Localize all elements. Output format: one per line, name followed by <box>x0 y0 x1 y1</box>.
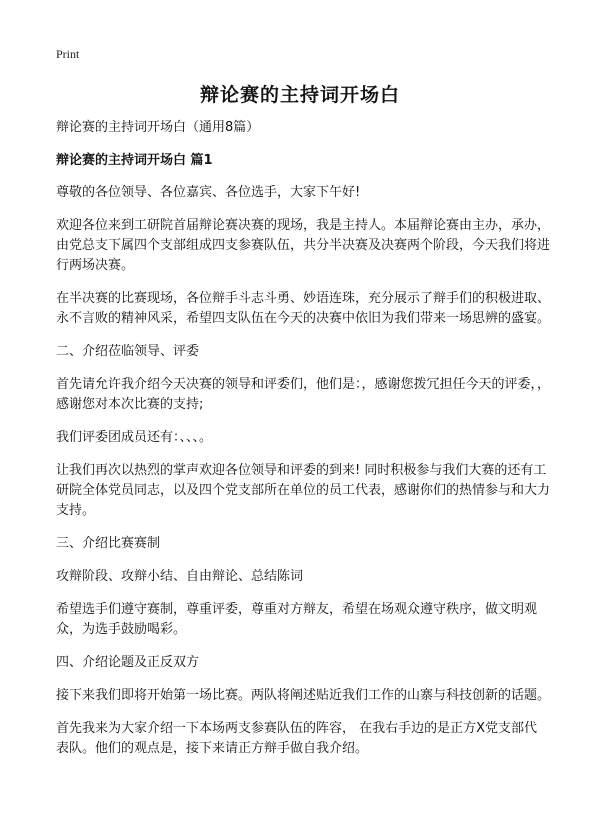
document-subtitle: 辩论赛的主持词开场白（通用8篇） <box>56 120 260 135</box>
section-heading-leaders: 二、介绍莅临领导、评委 <box>56 344 200 359</box>
paragraph-welcome: 欢迎各位来到工研院首届辩论赛决赛的现场，我是主持人。本届辩论赛由主办，承办，由党总支下属四个支部组成四支参赛队伍，共分半决赛及决赛两个阶段，今天我们将进行两场决赛。 <box>56 218 551 273</box>
paragraph-applause: 让我们再次以热烈的掌声欢迎各位领导和评委的到来! 同时积极参与我们大赛的还有工研院全体党员同志，以及四个党支部所在单位的员工代表，感谢你们的热情参与和大力支持。 <box>56 463 551 518</box>
section-heading-topic: 四、介绍论题及正反双方 <box>56 655 200 670</box>
paragraph-judge-members: 我们评委团成员还有：、、、。 <box>56 430 213 445</box>
paragraph-stages: 攻辩阶段、攻辩小结、自由辩论、总结陈词 <box>56 569 304 584</box>
section-heading-rules: 三、介绍比赛赛制 <box>56 536 161 551</box>
paragraph-introduce-judges: 首先请允许我介绍今天决赛的领导和评委们，他们是：，感谢您拨冗担任今天的评委，，感谢您对本次比赛的支持; <box>56 377 551 412</box>
paragraph-teams: 首先我来为大家介绍一下本场两支参赛队伍的阵容， 在我右手边的是正方X党支部代表队。他们的观点是，接下来请正方辩手做自我介绍。 <box>56 721 538 756</box>
section-heading: 辩论赛的主持词开场白 篇1 <box>56 153 213 168</box>
paragraph-greeting: 尊敬的各位领导、各位嘉宾、各位选手，大家下午好! <box>56 185 361 200</box>
document-title: 辩论赛的主持词开场白 <box>199 84 400 106</box>
paragraph-etiquette: 希望选手们遵守赛制，尊重评委，尊重对方辩友，希望在场观众遵守秩序，做文明观众，为选手鼓励喝彩。 <box>56 602 538 637</box>
paragraph-first-match: 接下来我们即将开始第一场比赛。两队将阐述贴近我们工作的山寨与科技创新的话题。 <box>56 688 551 703</box>
print-label: Print <box>56 47 80 61</box>
paragraph-semifinal: 在半决赛的比赛现场，各位辩手斗志斗勇、妙语连珠，充分展示了辩手们的积极进取、永不言败的精神风采，希望四支队伍在今天的决赛中依旧为我们带来一场思辨的盛宴。 <box>56 291 551 326</box>
document-body <box>56 118 550 772</box>
